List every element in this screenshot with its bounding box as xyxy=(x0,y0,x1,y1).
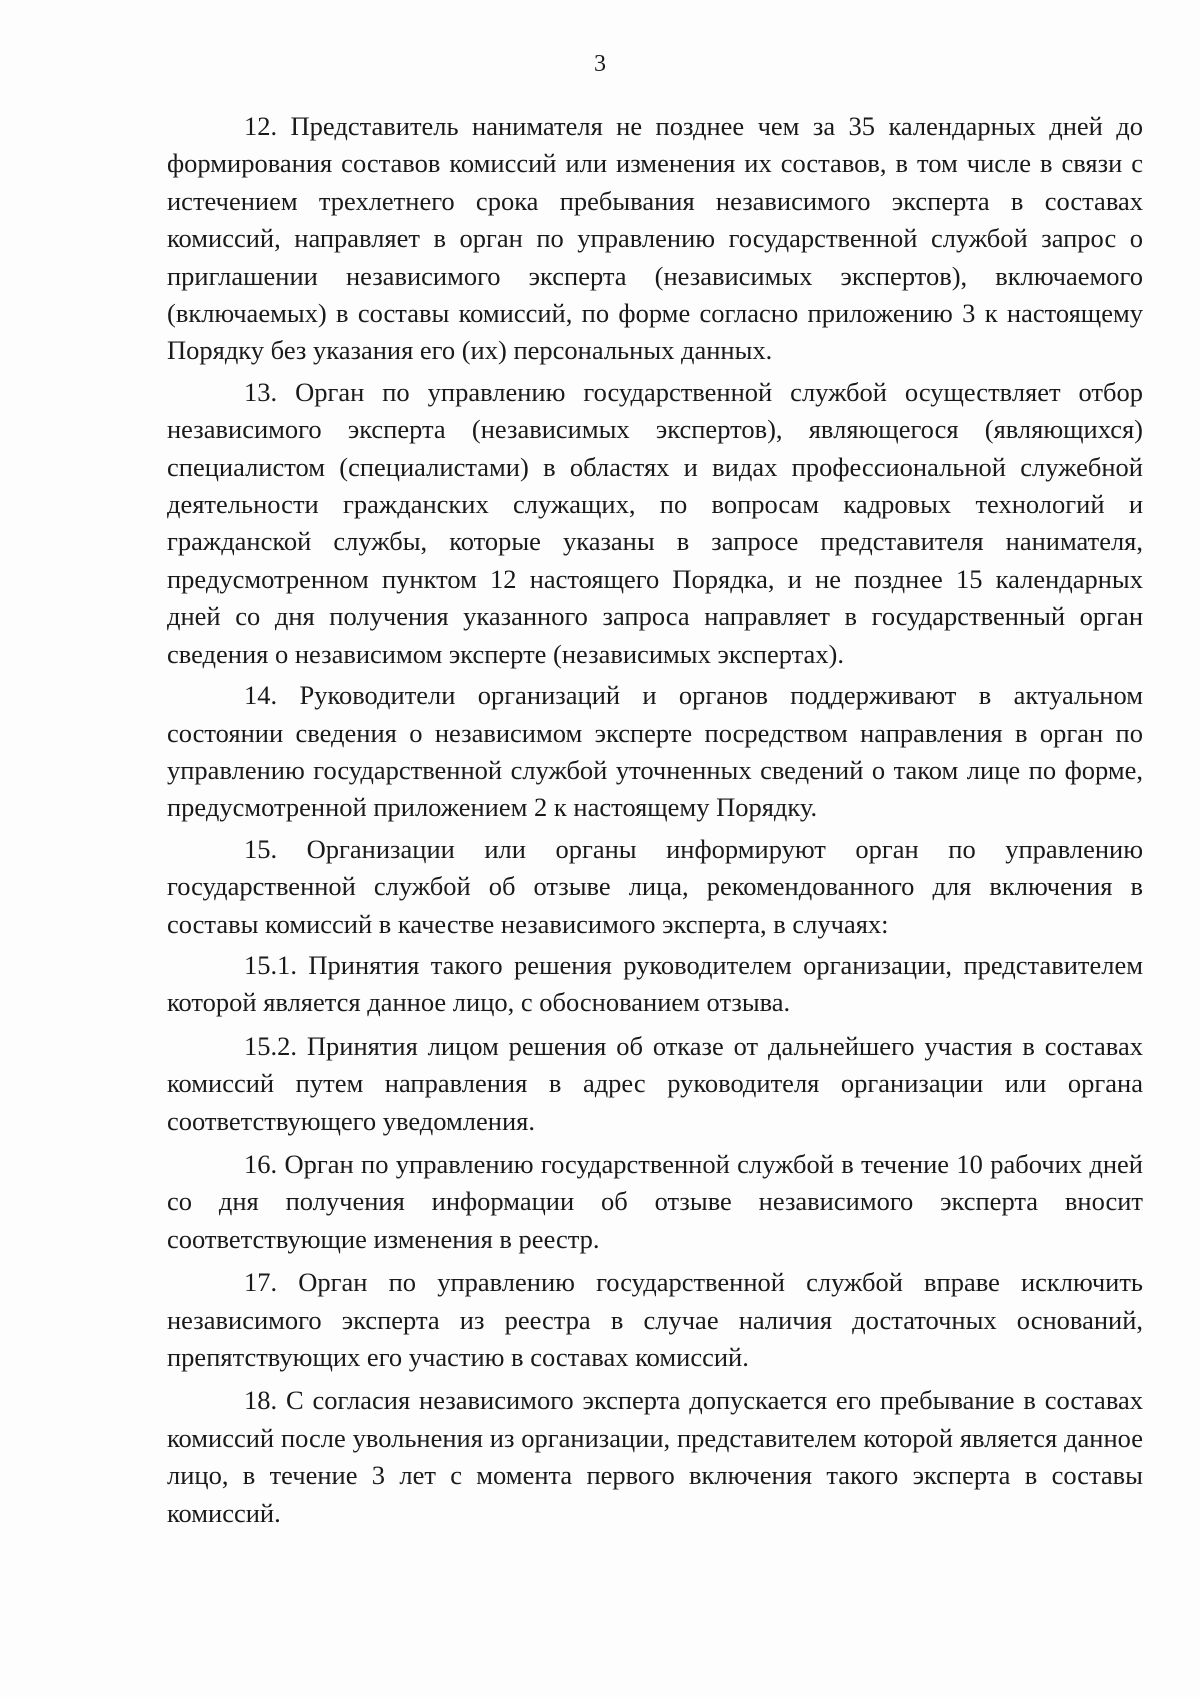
paragraph-14: 14. Руководители организаций и органов поддерживают в актуальном состоянии сведения о независимом эксперте посредством направления в орган по управлению государственной службой уточненных сведений о таком лице по форме, предусмотренной приложением 2 к настоящему Порядку. xyxy=(167,680,1143,823)
paragraph-15-1: 15.1. Принятия такого решения руководителем организации, представителем которой является данное лицо, с обоснованием отзыва. xyxy=(167,949,1143,1018)
document-body xyxy=(167,108,1143,1538)
page-number: 3 xyxy=(594,51,606,77)
paragraph-15: 15. Организации или органы информируют орган по управлению государственной службой об отзыве лица, рекомендованного для включения в составы комиссий в качестве независимого эксперта, в случаях: xyxy=(167,833,1143,939)
paragraph-18: 18. С согласия независимого эксперта допускается его пребывание в составах комиссий после увольнения из организации, представителем которой является данное лицо, в течение 3 лет с момента первого включения такого эксперта в составы комиссий. xyxy=(167,1385,1143,1528)
paragraph-15-2: 15.2. Принятия лицом решения об отказе от дальнейшего участия в составах комиссий путем направления в адрес руководителя организации или органа соответствующего уведомления. xyxy=(167,1030,1143,1136)
paragraph-17: 17. Орган по управлению государственной службой вправе исключить независимого эксперта из реестра в случае наличия достаточных оснований, препятствующих его участию в составах комиссий. xyxy=(167,1267,1143,1372)
paragraph-13: 13. Орган по управлению государственной службой осуществляет отбор независимого эксперта (независимых экспертов), являющегося (являющихся) специалистом (специалистами) в областях и видах профессиональной служебной деятельности гражданских служащих, по вопросам кадровых технологий и гражданской службы, которые указаны в запросе представителя нанимателя, предусмотренном пунктом 12 настоящего Порядка, и не позднее 15 календарных дней со дня получения указанного запроса направляет в государственный орган сведения о независимом эксперте (независимых экспертах). xyxy=(167,376,1143,669)
paragraph-12: 12. Представитель нанимателя не позднее чем за 35 календарных дней до формирования составов комиссий или изменения их составов, в том числе в связи с истечением трехлетнего срока пребывания независимого эксперта в составах комиссий, направляет в орган по управлению государственной службой запрос о приглашении независимого эксперта (независимых экспертов), включаемого (включаемых) в составы комиссий, по форме согласно приложению 3 к настоящему Порядку без указания его (их) персональных данных. xyxy=(167,111,1143,366)
paragraph-16: 16. Орган по управлению государственной службой в течение 10 рабочих дней со дня получения информации об отзыве независимого эксперта вносит соответствующие изменения в реестр. xyxy=(167,1148,1143,1254)
